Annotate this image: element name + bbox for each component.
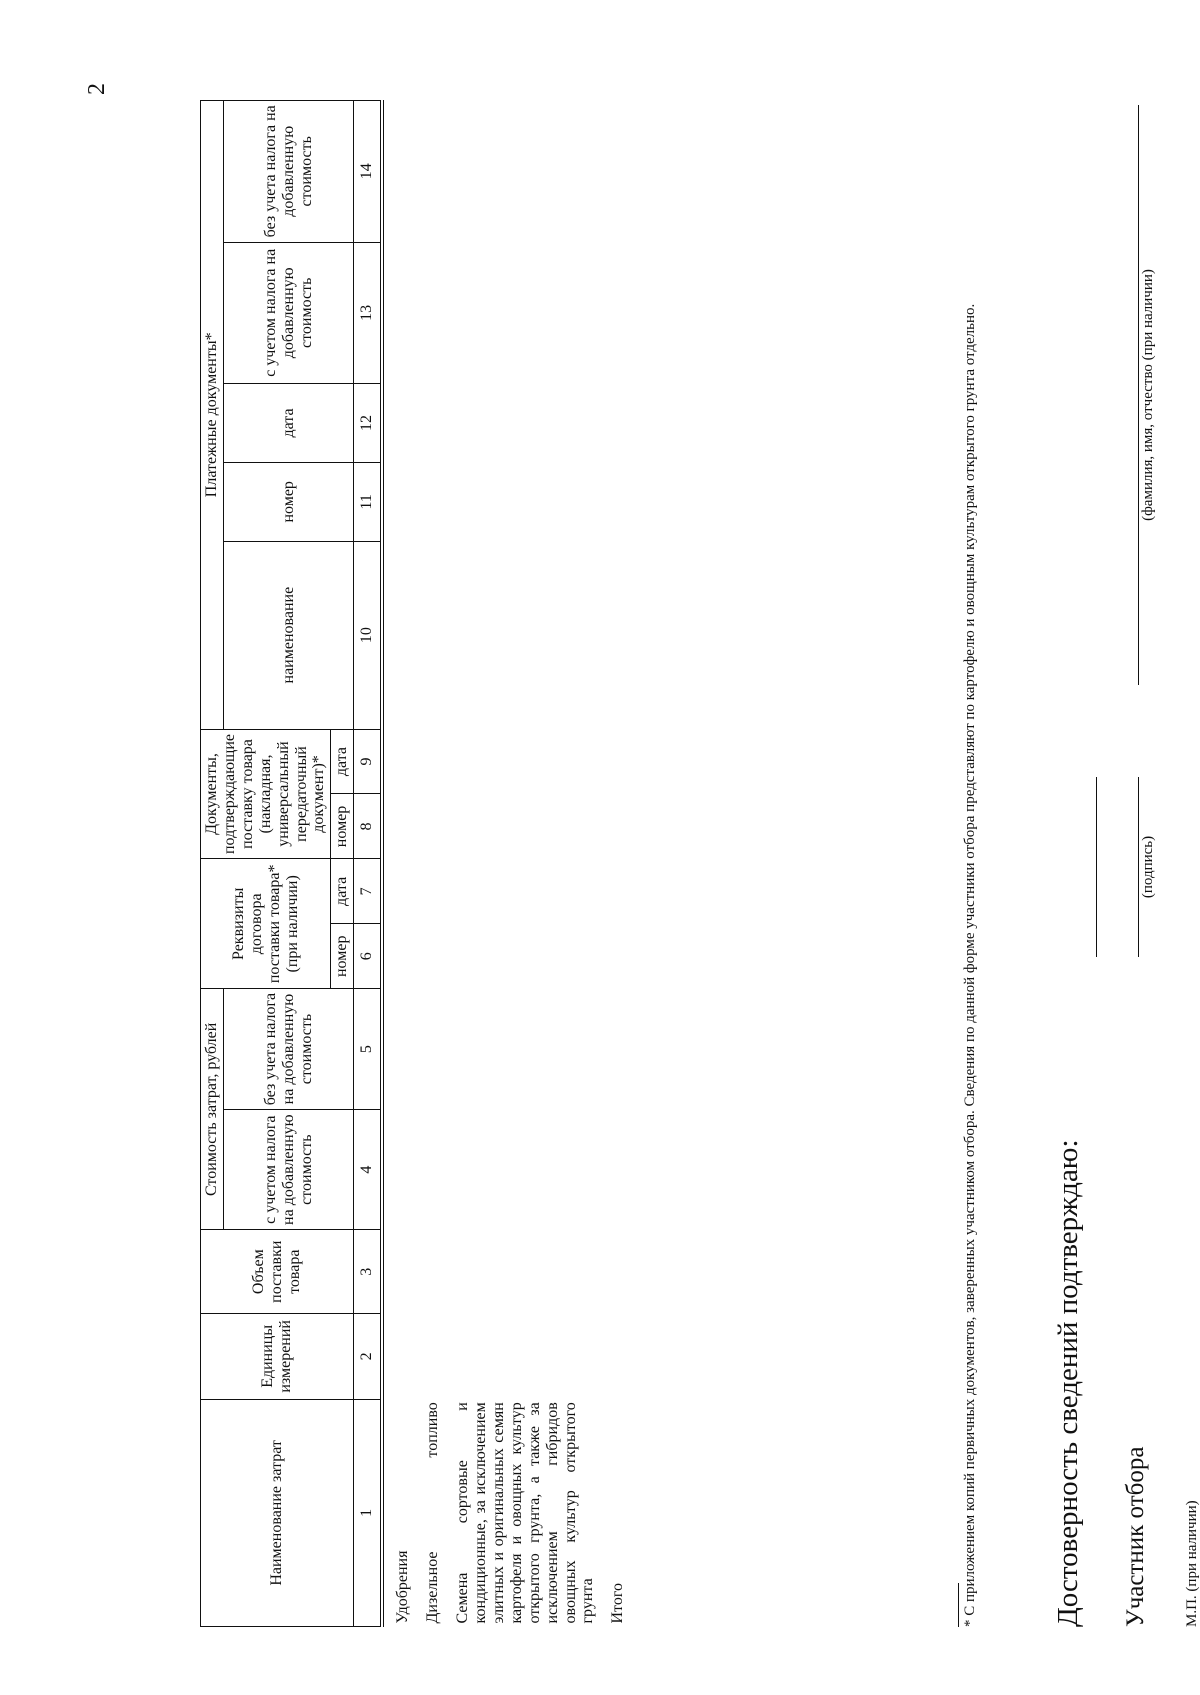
table-row [599, 101, 629, 1627]
column-number: 9 [354, 729, 383, 794]
costs-table [200, 100, 629, 1627]
header-payment-date: дата [223, 384, 353, 463]
row-label: Дизельное топливо [424, 1402, 442, 1624]
row-label: Семена сортовые и кондиционные, за исключением элитных и оригинальных семян картофеля и овощных культур открытого грунта, а также за исключением гибридов овощных культур открытого грунта [454, 1402, 597, 1624]
participant-label: Участник отбора [1122, 1446, 1149, 1627]
header-delivery-number: номер [331, 794, 354, 859]
column-number: 5 [354, 989, 383, 1110]
column-number: 3 [354, 1230, 383, 1313]
column-number: 4 [354, 1109, 383, 1230]
header-contract-date: дата [331, 859, 354, 924]
column-number: 12 [354, 384, 383, 463]
column-number: 10 [354, 541, 383, 729]
table-row [382, 101, 414, 1627]
name-line [1138, 105, 1139, 685]
column-number: 13 [354, 242, 383, 383]
header-contract: Реквизиты договора поставки товара* (при наличии) [201, 859, 331, 989]
column-number: 7 [354, 859, 383, 924]
header-delivery-docs: Документы, подтверждающие поставку товара (накладная, универсальный передаточный документ)* [201, 729, 331, 859]
page-number: 2 [84, 83, 110, 95]
header-payment-with-vat: с учетом налога на добавленную стоимость [223, 242, 353, 383]
signature-line [1138, 777, 1139, 957]
column-number: 6 [354, 924, 383, 989]
header-payment-title: наименование [223, 541, 353, 729]
footnote-text: * С приложением копий первичных документов, заверенных участником отбора. Сведения по данной форме участники отбора представляют по картофелю и овощным культурам открытого грунта отдельно. [962, 303, 978, 1627]
row-label: Итого [609, 1583, 627, 1624]
header-cost-name: Наименование затрат [201, 1399, 354, 1626]
date-line [1096, 777, 1097, 957]
column-number: 14 [354, 101, 383, 243]
header-delivery-date: дата [331, 729, 354, 794]
footnote [958, 100, 979, 1627]
table-row [414, 101, 444, 1627]
confirm-heading: Достоверность сведений подтверждаю: [1052, 1139, 1084, 1627]
column-number: 2 [354, 1313, 383, 1399]
column-number: 11 [354, 462, 383, 541]
table-row [444, 101, 599, 1627]
header-cost-without-vat: без учета налога на добавленную стоимость [223, 989, 353, 1110]
header-volume: Объем поставки товара [201, 1230, 354, 1313]
stamp-caption: М.П. (при наличии) [1184, 1500, 1200, 1627]
header-unit: Единицы измерений [201, 1313, 354, 1399]
signature-caption: (подпись) [1140, 835, 1156, 899]
header-payment-docs: Платежные документы* [201, 101, 224, 730]
name-caption: (фамилия, имя, отчество (при наличии) [1140, 269, 1156, 521]
column-number: 8 [354, 794, 383, 859]
header-payment-number: номер [223, 462, 353, 541]
header-payment-without-vat: без учета налога на добавленную стоимость [223, 101, 353, 243]
column-number: 1 [354, 1399, 383, 1626]
footnote-rule [958, 1583, 959, 1627]
row-label: Удобрения [394, 1550, 412, 1624]
header-cost-with-vat: с учетом налога на добавленную стоимость [223, 1109, 353, 1230]
header-contract-number: номер [331, 924, 354, 989]
header-cost-group: Стоимость затрат, рублей [201, 989, 224, 1230]
